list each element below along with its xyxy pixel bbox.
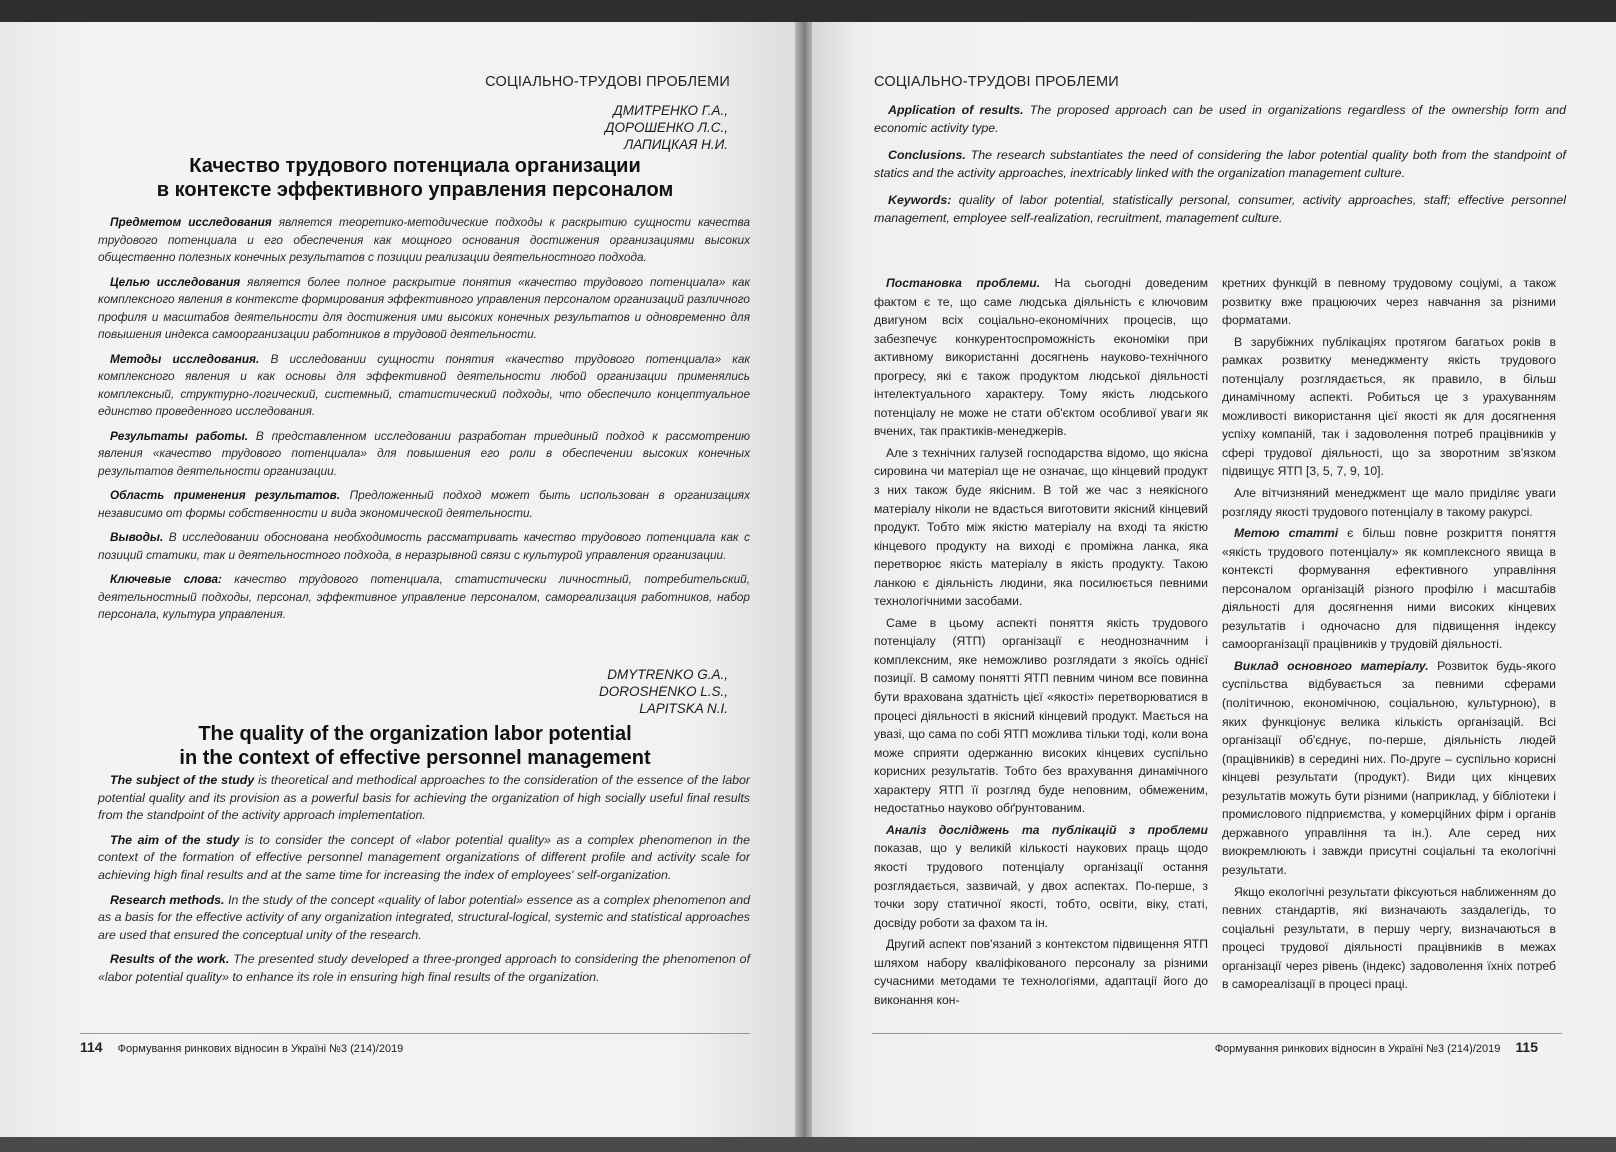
abstract-en: [98, 772, 750, 994]
paragraph-text: В представленном исследовании разработан триединый подход к рассмотрению явления «качество трудового потенциала» для повышения его роли в обеспечении высоких конечных результатов деятельности организации.: [98, 428, 751, 478]
running-head: СОЦІАЛЬНО-ТРУДОВІ ПРОБЛЕМИ: [874, 74, 1119, 90]
paragraph: [1222, 274, 1556, 330]
paragraph-text: В исследовании сущности понятия «качество трудового потенциала» как комплексного явления и как основы для эффективной деятельности любой организации применялись комплексный, структурно-логический, системный, статистический подходы, что обеспечило концептуальное единство проведенного исследования.: [98, 351, 751, 418]
page-number: 115: [1515, 1039, 1538, 1055]
paragraph-text: Предложенный подход может быть использован в организациях независимо от формы собственности и вида экономической деятельности.: [98, 488, 750, 520]
paragraph-lead: Выводы.: [110, 530, 164, 544]
paragraph: [874, 147, 1566, 182]
paragraph-lead: Аналіз досліджень та публікацій з проблеми: [886, 822, 1208, 837]
paragraph-lead: Keywords:: [888, 193, 952, 207]
author: DOROSHENKO L.S.,: [598, 684, 728, 699]
paragraph-lead: Постановка проблеми.: [886, 276, 1041, 290]
page-footer: [80, 1039, 403, 1055]
author: ДМИТРЕНКО Г.А.,: [613, 103, 728, 118]
paragraph: [98, 892, 750, 945]
footer-rule: [872, 1033, 1562, 1034]
paragraph: [98, 351, 750, 421]
author: LAPITSKA N.I.: [639, 701, 728, 716]
paragraph: [1222, 883, 1556, 994]
paragraph-text: В исследовании обоснована необходимость рассматривать качество трудового потенциала как с позиций статики, так и деятельностного подхода, в неразрывной связи с культурой управления организации.: [98, 530, 750, 562]
paragraph-lead: Метою статті: [1234, 526, 1339, 541]
author: ЛАПИЦКАЯ Н.И.: [623, 137, 728, 152]
paragraph-text: является теоретико-методические подходы к раскрытию сущности качества трудового потенциала и его обеспечения как мощного основания достижения организациями высоких общественно полезных конечных результатов с позиции реализации деятельностного подхода.: [98, 215, 751, 264]
paragraph: [98, 214, 750, 267]
paragraph: [874, 935, 1208, 1009]
text-column-2: [1222, 274, 1556, 997]
paragraph: [874, 444, 1208, 611]
paragraph-text: показав, що у великій кількості наукових праць щодо якості трудового потенціалу організації остання розглядається, зазвичай, у двох аспектах. По-перше, з точки зору статичної якості, тобто, освіти, віку, статі, досвіду роботи за фахом та ін.: [874, 841, 1208, 930]
paragraph-text: The proposed approach can be used in organizations regardless of the ownership form and economic activity type.: [874, 103, 1566, 135]
paragraph-lead: Целью исследования: [110, 274, 241, 289]
paragraph-lead: Conclusions.: [888, 148, 966, 162]
paragraph: [1222, 524, 1556, 654]
paragraph: [874, 821, 1208, 932]
paragraph-text: Саме в цьому аспекті поняття якість трудового потенціалу (ЯТП) організації є неоднозначним і комплексним, яке неможливо розглядати з якоїсь однієї позиції. В самому понятті ЯТП певним чином все повинна бути врахована здатність цієї «якості» перетворюватися в процесі діяльності в якісний кінцевий продукт. Мається на увазі, що сама по собі ЯТП можлива тільки тоді, коли вона може сприяти одержанню високих кінцевих суспільно корисних результатів. Тобто без врахування динамічного характеру ЯТП її розгляд буде неповним, обмеженим, недостатньо науково обґрунтованим.: [874, 615, 1208, 816]
paragraph-text: is theoretical and methodical approaches to the consideration of the essence of the labor potential quality and its provision as a powerful basis for achieving the organization of high socially useful final results from the standpoint of the activity approach implementation.: [98, 773, 750, 823]
paragraph: [874, 192, 1566, 227]
paragraph-text: The research substantiates the need of considering the labor potential quality both from the standpoint of statics and the activity approaches, inextricably linked with the organization management culture.: [874, 148, 1566, 180]
paragraph: [98, 487, 750, 522]
paragraph-lead: Методы исследования.: [110, 351, 260, 366]
abstract-en-continued: [874, 102, 1566, 237]
authors-ru: [605, 102, 728, 153]
abstract-ru: [98, 214, 750, 631]
left-page: [0, 22, 800, 1137]
paragraph: [1222, 333, 1556, 481]
paragraph-lead: Результаты работы.: [110, 428, 249, 443]
paragraph-lead: The aim of the study: [110, 832, 240, 847]
authors-en: [599, 666, 728, 717]
paragraph-text: є більш повне розкриття поняття «якість трудового потенціалу» як комплексного явища в контексті формування ефективного управління персоналом організацій різного профілю і масштабів діяльності для досягнення ними високих кінцевих результатів і одночасно для підвищення індексу самоорганізації працівників у трудовій діяльності.: [1222, 526, 1556, 652]
paragraph: [98, 832, 750, 885]
paragraph-text: В зарубіжних публікаціях протягом багатьох років в рамках розвитку менеджменту якість трудового потенціалу розглядається, як правило, в більш динамічному аспекті. Робиться це з урахуванням можливості використання цієї якості як для досягнення успіху компаній, так і задоволення потреб працівників у сфері трудової діяльності, що за зворотним зв'язком підвищує ЯТП [3, 5, 7, 9, 10].: [1222, 334, 1556, 479]
title-line: в контексте эффективного управления персоналом: [156, 179, 674, 201]
paragraph: [98, 274, 750, 344]
paragraph-lead: Application of results.: [888, 103, 1024, 117]
paragraph: [874, 614, 1208, 818]
author: ДОРОШЕНКО Л.С.,: [604, 120, 728, 135]
paragraph-lead: Предметом исследования: [110, 215, 272, 229]
title-line: in the context of effective personnel management: [179, 747, 651, 769]
paragraph: [98, 772, 750, 825]
paragraph-text: Але з технічних галузей господарства відомо, що якісна сировина чи матеріал ще не означає, що кінцевий продукт з них також буде якісним. В той же час з неякісного матеріалу ніколи не вдасться виготовити якісний кінцевий продукт. Тобто між якістю матеріалу на вході та якістю кінцевого продукту на виході є проміжна ланка, яка перетворює якість матеріалу в якість продукту. Такою ланкою є діяльність людини, яка посилюється певними технологічними засобами.: [874, 445, 1208, 609]
paragraph-text: качество трудового потенциала, статистически личностный, потребительский, деятельностный подходы, персонал, эффективное управление персоналом, самореализация работников, набор персонала, культура управления.: [98, 572, 750, 621]
author: DMYTRENKO G.A.,: [607, 667, 728, 682]
title-line: Качество трудового потенциала организации: [189, 155, 641, 177]
paragraph: [98, 571, 750, 624]
paragraph-text: Але вітчизняний менеджмент ще мало приділяє уваги розгляду якості трудового потенціалу в такому ракурсі.: [1222, 486, 1556, 519]
running-head: СОЦІАЛЬНО-ТРУДОВІ ПРОБЛЕМИ: [485, 74, 730, 90]
paragraph-lead: Ключевые слова:: [110, 572, 222, 586]
paragraph-lead: Results of the work.: [110, 952, 230, 967]
paragraph-lead: Research methods.: [110, 892, 225, 907]
paragraph-text: is to consider the concept of «labor potential quality» as a complex phenomenon in the context of the formation of effective personnel management organizations of different profile and activity scale for achieving high final results and at the same time for increasing the index of employees' self-organization.: [98, 832, 750, 882]
paragraph-text: кретних функцій в певному трудовому соціумі, а також розвитку вже працюючих через навчання за різними форматами.: [1222, 276, 1556, 328]
paragraph: [1222, 657, 1556, 880]
paragraph-lead: Виклад основного матеріалу.: [1234, 658, 1429, 673]
paragraph-text: Розвиток будь-якого суспільства відбувається за певними сферами (політичною, економічною, соціальною, культурною), в яких функціонує велика кількість організацій. Всі організації об'єднує, по-перше, діяльність людей (працівників) в середині них. По-друге – суспільно корисні кінцеві результати (продукт). Види цих кінцевих результатів можуть бути різними (наприклад, у бібліотеки і промислового підприємства, у комерційних фірм і органів державного управління та ін.). Але серед них виокремлюють і завжди присутні соціальні та екологічні результати.: [1222, 658, 1557, 877]
paragraph-text: является более полное раскрытие понятия «качество трудового потенциала» как комплексного явления в контексте формирования эффективного управления персоналом организаций различного профиля и масштабов деятельности для достижения ими высоких конечных результатов и одновременно для повышения индекса самоорганизации работников в трудовой деятельности.: [98, 274, 750, 341]
footer-rule: [80, 1033, 750, 1034]
paragraph-text: Якщо екологічні результати фіксуються наближенням до певних стандартів, які визначають заздалегідь, то соціальні результати, в першу чергу, визначаються в процесі трудової діяльності працівників в межах організації через рівень (індекс) задоволення їхніх потреб в самореалізації в процесі праці.: [1222, 884, 1556, 992]
paragraph-text: На сьогодні доведеним фактом є те, що саме людська діяльність є ключовим двигуном всіх соціально-економічних процесів, що забезпечує конкурентоспроможність економіки при активному використанні досягнень науково-технічного прогресу, які є також продуктом людської діяльності інтелектуального характеру. Тому якість людського потенціалу не може не стати об'єктом особливої уваги як вчених, так практиків-менеджерів.: [874, 276, 1208, 439]
paragraph: [98, 428, 750, 481]
paragraph: [98, 951, 750, 986]
paragraph: [874, 274, 1208, 441]
paragraph-lead: The subject of the study: [110, 773, 255, 787]
article-title-ru: [90, 154, 740, 202]
paragraph-text: Другий аспект пов'язаний з контекстом підвищення ЯТП шляхом набору кваліфікованого персоналу за різними сучасними методами те технологіями, адаптації його до виконання кон-: [874, 937, 1208, 1007]
page-number: 114: [80, 1039, 103, 1055]
text-column-1: [874, 274, 1208, 1012]
paragraph-text: The presented study developed a three-pronged approach to considering the phenomenon of «labor potential quality» to enhance its role in ensuring high final results of the organization.: [98, 952, 751, 984]
paragraph: [98, 529, 750, 564]
title-line: The quality of the organization labor potential: [198, 723, 632, 745]
journal-name: Формування ринкових відносин в Україні №3 (214)/2019: [117, 1043, 404, 1055]
right-page: [812, 22, 1616, 1137]
paragraph: [874, 102, 1566, 137]
paragraph-text: In the study of the concept «quality of labor potential» essence as a complex phenomenon and as a basis for the effective activity of any organization integrated, structural-logical, systemic and statistical approaches are used that ensured the conceptual unity of the research.: [98, 892, 750, 942]
article-title-en: [90, 722, 740, 770]
page-footer: [1215, 1039, 1538, 1055]
paragraph-text: quality of labor potential, statistically personal, consumer, activity approaches, staff; effective personnel management, employee self-realization, recruitment, management culture.: [874, 193, 1566, 225]
journal-name: Формування ринкових відносин в Україні №3 (214)/2019: [1214, 1043, 1501, 1055]
paragraph-lead: Область применения результатов.: [110, 488, 341, 502]
paragraph: [1222, 484, 1556, 521]
